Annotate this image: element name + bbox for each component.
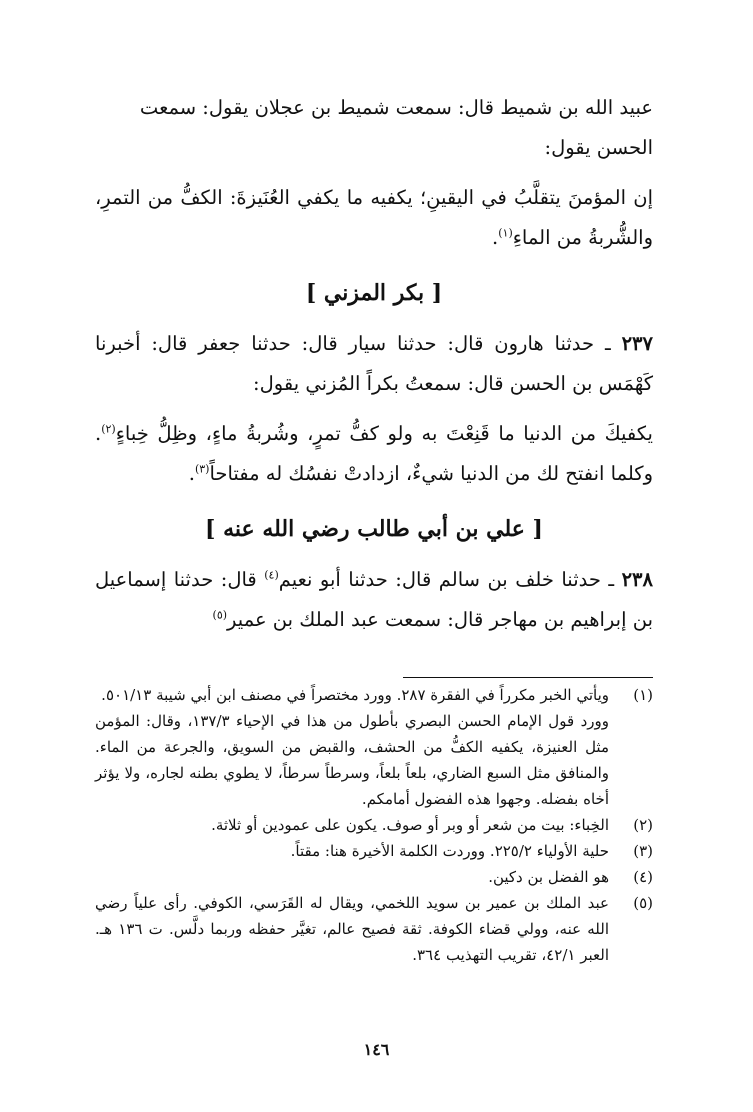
quote-hasan-text: إن المؤمنَ يتقلَّبُ في اليقينِ؛ يكفيه ما يكفي العُنَيزةَ: الكفُّ من التمرِ، والشُّربةُ من الماءِ xyxy=(95,186,653,249)
footnote-1 xyxy=(95,682,653,708)
footnote-ref-1[interactable]: (١) xyxy=(498,226,513,240)
footnote-mark: (٣) xyxy=(633,842,653,860)
quote-bakr-text-2: . وكلما انفتح لك من الدنيا شيءٌ، ازدادتْ نفسُك له مفتاحاً xyxy=(95,422,653,485)
footnote-text: عبد الملك بن عمير بن سويد اللخمي، ويقال له القَرَسي، الكوفي. رأى علياً رضي الله عنه، وولي قضاء الكوفة. ثقة فصيح عالم، تغيَّر حفظه وربما دلَّس. ت ١٣٦ هـ. العبر ٤٢/١، تقريب التهذيب ٣٦٤. xyxy=(95,894,609,964)
footnote-ref-5[interactable]: (٥) xyxy=(212,608,228,622)
footnote-mark: (١) xyxy=(633,686,653,704)
footnote-3 xyxy=(95,838,653,864)
hadith-238-isnad-1: ـ حدثنا خلف بن سالم قال: حدثنا أبو نعيم xyxy=(278,568,622,591)
footnote-2 xyxy=(95,812,653,838)
footnote-text: حلية الأولياء ٢٢٥/٢. ووردت الكلمة الأخيرة هنا: مقتاً. xyxy=(290,842,609,860)
section-heading-bakr: [ بكر المزني ] xyxy=(305,280,443,306)
hadith-238-isnad-2: قال: حدثنا إسماعيل بن إبراهيم بن مهاجر قال: سمعت عبد الملك بن عمير xyxy=(95,568,653,631)
footnotes xyxy=(95,682,653,968)
footnote-mark: (٢) xyxy=(633,816,653,834)
hadith-238 xyxy=(95,560,653,640)
intro-line-1: عبيد الله بن شميط قال: سمعت شميط بن عجلان يقول: سمعت xyxy=(139,96,653,119)
intro-line-2: الحسن يقول: xyxy=(544,136,653,159)
footnote-text: هو الفضل بن دكين. xyxy=(488,868,609,886)
section-heading-ali: [ علي بن أبي طالب رضي الله عنه ] xyxy=(205,516,543,542)
footnote-text: ويأتي الخبر مكرراً في الفقرة ٢٨٧. وورد مختصراً في مصنف ابن أبي شيبة ٥٠١/١٣. xyxy=(101,686,609,704)
footnote-4 xyxy=(95,864,653,890)
quote-bakr-text-1: يكفيكَ من الدنيا ما قَنِعْتَ به ولو كفُّ تمرٍ، وشُربةُ ماءٍ، وظِلُّ خِباءٍ xyxy=(115,422,653,445)
paragraph-intro xyxy=(95,88,653,168)
hadith-237-isnad: ـ حدثنا هارون قال: حدثنا سيار قال: حدثنا جعفر قال: أخبرنا كَهْمَس بن الحسن قال: سمعتُ بكراً المُزني يقول: xyxy=(95,332,653,395)
footnote-ref-4[interactable]: (٤) xyxy=(264,568,279,582)
hadith-number-238: ٢٣٨ xyxy=(621,568,653,591)
footnote-mark: (٥) xyxy=(633,894,653,912)
hadith-number-237: ٢٣٧ xyxy=(621,332,653,355)
footnote-ref-2[interactable]: (٢) xyxy=(101,422,116,436)
footnote-1-continued xyxy=(95,708,653,812)
footnote-text: وورد قول الإمام الحسن البصري بأطول من هذا في الإحياء ١٣٧/٣، وقال: المؤمن مثل العنيزة، يكفيه الكفُّ من الحشف، والقبض من السويق، والجرعة من الماء. والمنافق مثل السبع الضاري، بلعاً بلعاً، وسرطاً سرطاً، لا يطوي بطنه لجاره، ولا يؤثر أخاه بفضله. وجهوا هذه الفضول أمامكم. xyxy=(95,712,609,808)
quote-hasan: إن المؤمنَ يتقلَّبُ في اليقينِ؛ يكفيه ما يكفي العُنَيزةَ: الكفُّ من التمرِ، والشُّربةُ من الماءِ$^{(١)}$. xyxy=(95,186,653,249)
hadith-237 xyxy=(95,324,653,404)
page-number: ١٤٦ xyxy=(363,1040,390,1059)
footnote-mark: (٤) xyxy=(633,868,653,886)
footnote-5 xyxy=(95,890,653,968)
footnote-separator xyxy=(403,677,653,678)
footnote-ref-3[interactable]: (٣) xyxy=(194,462,210,476)
main-text xyxy=(95,88,653,640)
quote-bakr: يكفيكَ من الدنيا ما قَنِعْتَ به ولو كفُّ تمرٍ، وشُربةُ ماءٍ، وظِلُّ خِباءٍ$^{(٢)}$. وكلما انفتح لك من الدنيا شيءٌ، ازدادتْ نفسُك له مفتاحاً$^{(٣)}$. xyxy=(95,422,653,485)
footnote-text: الخِباء: بيت من شعر أو وبر أو صوف. يكون على عمودين أو ثلاثة. xyxy=(211,816,609,834)
